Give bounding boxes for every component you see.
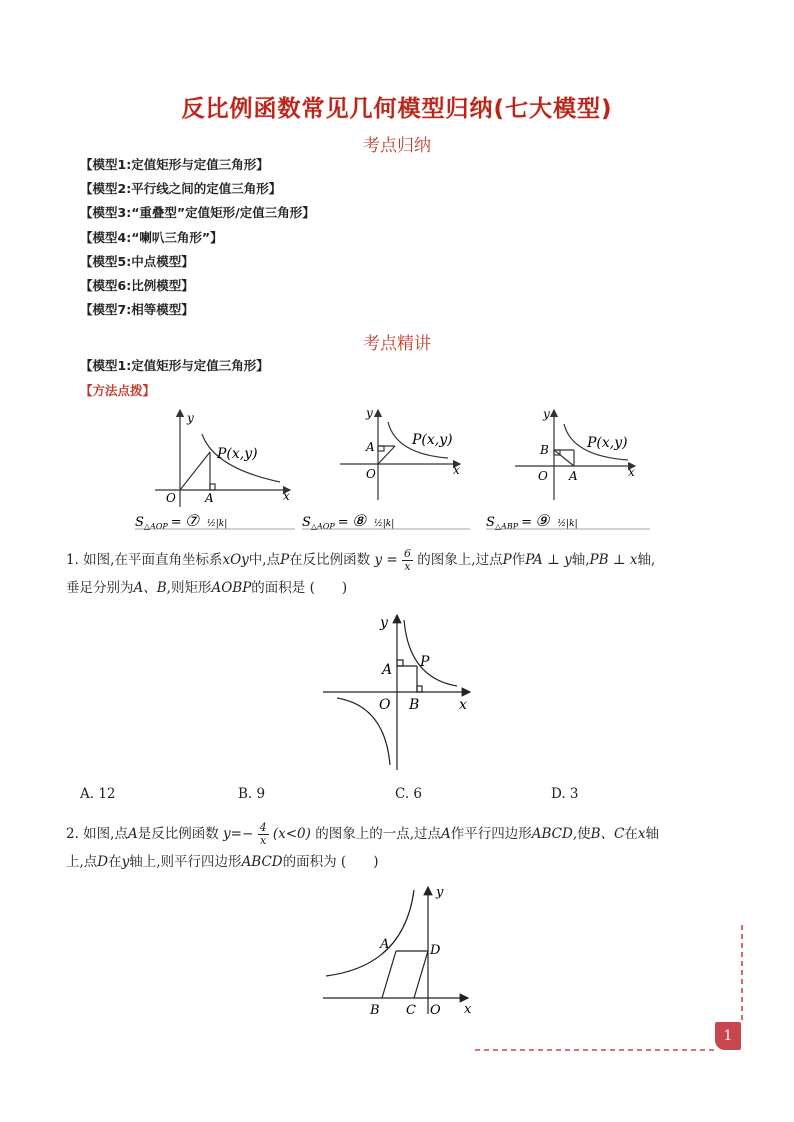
formula-2: $S_{\triangle AOP}$ = ⑧ ½|k|: [302, 511, 395, 531]
q2-figure: [318, 882, 478, 1020]
fig3-b-label: B: [540, 443, 549, 457]
q1-option-d[interactable]: D. 3: [551, 786, 579, 802]
q2-y-label: y: [436, 885, 444, 900]
fig3-origin-label: O: [538, 469, 548, 483]
page-number-badge: 1: [715, 1022, 741, 1050]
model-figures: [130, 402, 670, 537]
q2-origin-label: O: [430, 1003, 441, 1018]
model-item: 【模型4:“喇叭三角形”】: [80, 229, 223, 245]
method-label: 【方法点拨】: [80, 383, 156, 398]
model-list: [80, 153, 315, 322]
q1-a-label: A: [382, 662, 393, 678]
model1-heading: 【模型1:定值矩形与定值三角形】: [80, 358, 269, 373]
q2-a-label: A: [380, 937, 390, 952]
figure-3: [515, 410, 635, 500]
fig2-y-label: y: [366, 406, 373, 420]
fig1-p-label: P(x,y): [217, 446, 258, 462]
q1-option-b[interactable]: B. 9: [238, 786, 266, 802]
q2-b-label: B: [370, 1003, 380, 1018]
fig2-a-label: A: [366, 440, 375, 454]
fig1-origin-label: O: [166, 491, 176, 505]
q1-x-label: x: [459, 697, 467, 713]
q2-d-label: D: [430, 943, 441, 958]
model-item: 【模型1:定值矩形与定值三角形】: [80, 157, 269, 172]
formula-3: $S_{\triangle ABP}$ = ⑨ ½|k|: [486, 511, 578, 531]
fig3-p-label: P(x,y): [587, 435, 628, 451]
q1-option-c[interactable]: C. 6: [395, 786, 423, 802]
section-heading-explain: 考点精讲: [363, 334, 431, 354]
fig3-a-label: A: [569, 469, 578, 483]
q1-b-label: B: [409, 697, 420, 713]
q1-option-a[interactable]: A. 12: [80, 786, 116, 802]
fig1-y-label: y: [187, 411, 194, 425]
page-corner-decoration: [470, 920, 750, 1055]
formula-1: $S_{\triangle AOP}$ = ⑦ ½|k|: [135, 511, 228, 531]
q2-x-label: x: [464, 1002, 472, 1017]
fig1-a-label: A: [205, 491, 214, 505]
fig2-x-label: x: [453, 463, 460, 477]
model-item: 【模型2:平行线之间的定值三角形】: [80, 181, 282, 197]
page-title: 反比例函数常见几何模型归纳(七大模型): [181, 96, 613, 122]
fraction-6-over-x: $\frac{6}{x}$: [404, 547, 411, 573]
model-item: 【模型6:比例模型】: [80, 277, 194, 293]
fig3-x-label: x: [628, 465, 635, 479]
fig2-origin-label: O: [366, 467, 376, 481]
model-item: 【模型3:“重叠型”定值矩形/定值三角形】: [80, 205, 315, 221]
question-1: 1. 如图,在平面直角坐标系xOy中,点P在反比例函数 y = $\frac{6}{x}$ 的图象上,过点P作PA ⊥ y轴,PB ⊥ x轴, 垂足分别为A、B,则矩形AOBP的面积是 ( ): [66, 547, 656, 596]
model-item: 【模型7:相等模型】: [80, 302, 194, 318]
fig1-x-label: x: [283, 489, 290, 503]
q2-c-label: C: [406, 1003, 416, 1018]
section-heading-summary: 考点归纳: [363, 136, 431, 156]
figure-2: [340, 410, 460, 500]
fig2-p-label: P(x,y): [412, 432, 453, 448]
q1-origin-label: O: [379, 697, 391, 713]
model-item: 【模型5:中点模型】: [80, 253, 194, 269]
fraction-4-over-x: $\frac{4}{x}$: [259, 821, 267, 847]
fig3-y-label: y: [543, 407, 550, 421]
q1-y-label: y: [380, 615, 388, 631]
q1-figure: [315, 610, 480, 775]
question-2: 2. 如图,点A是反比例函数 y=− $\frac{4}{x}$ (x<0) 的图象上的一点,过点A作平行四边形ABCD,使B、C在x轴 上,点D在y轴上,则平行四边形ABCD的面积为 ( ): [66, 821, 660, 870]
q1-p-label: P: [420, 654, 430, 670]
